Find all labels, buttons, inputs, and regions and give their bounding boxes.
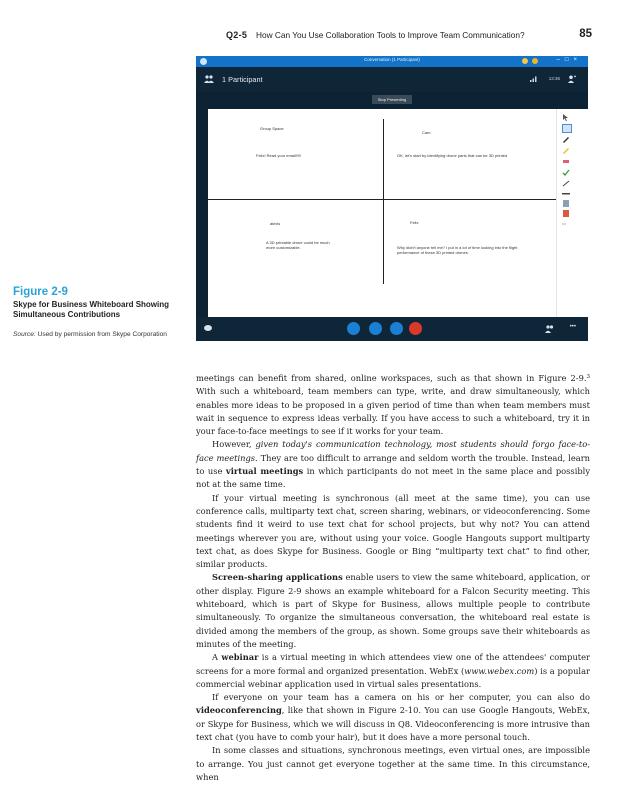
source-label: Source: <box>13 331 36 338</box>
window-title: Conversation (1 Participant) <box>364 57 420 62</box>
highlighter-icon <box>562 147 570 154</box>
key-term: Screen-sharing applications <box>212 572 343 583</box>
delete-icon <box>562 210 570 217</box>
add-participant-icon <box>568 75 576 83</box>
save-icon <box>562 200 570 207</box>
felix-note-1: Felix! Read your email!!!!! <box>256 153 302 158</box>
participants-icon <box>204 75 214 83</box>
paragraph: If your virtual meeting is synchronous (all meet at the same time), you can use conference calls, multiparty text chat, screen sharing, webinars, or videoconferencing. Some students find it weird to use text chat for school projects, but why not? You can attend meetings wherever you are, without using your voice. Google Hangouts support multiparty text chat, as does Skype for Business. Google or Bing “multiparty text chat” to find other, similar products. <box>196 492 590 570</box>
mute-button <box>369 322 382 335</box>
paragraph: Screen-sharing applications enable users to view the same whiteboard, application, or other display. Figure 2-9 shows an example whiteboard for a Falcon Security meeting. This whiteboard, which is part of Skype for Business, allows multiple people to contribute simultaneously. To organize the simultaneous conversation, the whiteboard real estate is divided among the members of the group, as shown. Some groups save their whiteboards as minutes of the meeting. <box>196 572 590 649</box>
present-button <box>390 322 403 335</box>
paragraph: meetings can benefit from shared, online workspaces, such as that shown in Figure 2-9.$^3$ With such a whiteboard, team members can type, write, and draw simultaneously, which enables more ideas to be proposed in a given period of time than when team members must wait in sequence to express ideas verbally. If you have access to such a whiteboard, try it in your face-to-face meetings to see if it works for your team. <box>196 373 590 437</box>
eraser-icon <box>562 158 570 165</box>
figure-source <box>13 331 183 340</box>
felix-label: Felix <box>410 220 419 225</box>
section-number: Q2-5 <box>226 30 248 40</box>
video-button <box>347 322 360 335</box>
check-icon <box>562 169 570 176</box>
more-options-icon: ••• <box>569 324 576 330</box>
figure-title: Skype for Business Whiteboard Showing Simultaneous Contributions <box>13 300 170 319</box>
pointer-icon <box>562 114 570 121</box>
participants-label: 1 Participant <box>222 75 263 84</box>
paragraph: In some classes and situations, synchronous meetings, even virtual ones, are impossible to arrange. You just cannot get everyone together at the same time. In this circumstance, when <box>196 745 590 782</box>
more-tools-icon: ••• <box>562 221 567 226</box>
participants-panel-icon <box>545 325 554 333</box>
alexis-note: A 3D printable drone could be much more customizable. <box>266 240 330 250</box>
arrow-icon <box>562 180 570 187</box>
url-text: www.webex.com <box>464 665 535 676</box>
cam-label: Cam <box>422 130 431 135</box>
window-controls: –□× <box>556 57 582 63</box>
alexis-label: alexis <box>270 221 281 226</box>
call-control-bar <box>196 317 588 341</box>
whiteboard <box>208 109 556 317</box>
paragraph: A webinar is a virtual meeting in which attendees view one of the attendees' computer screens for a more formal and organized presentation. WebEx (www.webex.com) is a popular commercial webinar application used in virtual sales presentations. <box>196 652 590 689</box>
key-term: videoconferencing <box>196 705 282 716</box>
call-timer: 13:36 <box>548 76 560 81</box>
status-icon <box>532 58 538 64</box>
pen-icon <box>562 136 570 143</box>
cam-note: OK, let's start by identifying drone parts that can be 3D printed <box>397 153 508 158</box>
end-call-button <box>409 322 422 335</box>
source-text: Used by permission from Skype Corporation <box>35 331 167 338</box>
signal-icon <box>530 76 538 82</box>
chat-icon <box>204 325 212 332</box>
body-text <box>196 372 590 784</box>
skype-screenshot <box>196 56 588 341</box>
window-title-bar <box>196 56 588 67</box>
figure-label: Figure 2-9 <box>13 286 68 298</box>
paragraph: If everyone on your team has a camera on his or her computer, you can also do videoconferencing, like that shown in Figure 2-10. You can use Google Hangouts, WebEx, or Skype for Business, which we will discuss in Q8. Videoconferencing is more intrusive than text chat (you have to comb your hair), but it does have a more personal touch. <box>196 692 590 743</box>
line-icon <box>562 190 570 197</box>
key-term: webinar <box>221 652 259 663</box>
footnote-ref: 3 <box>586 374 590 380</box>
stop-presenting-button: Stop Presenting <box>372 95 412 104</box>
page-number: 85 <box>579 28 592 40</box>
felix-note-2: Why didn't anyone tell me? I put in a lot of time looking into the flight performance of these 3D printed drones. <box>397 245 518 255</box>
section-title: How Can You Use Collaboration Tools to Improve Team Communication? <box>256 30 525 40</box>
paragraph: However, given today's communication technology, most students should forgo face-to-face meetings. They are too difficult to arrange and seldom worth the trouble. Instead, learn to use virtual meetings in which participants do not meet in the same place and possibly not at the same time. <box>196 439 591 490</box>
select-tool-icon <box>562 124 572 133</box>
divider-horizontal <box>208 199 556 200</box>
group-space-label: Group Space <box>260 126 284 131</box>
divider-vertical <box>383 119 384 284</box>
key-term: virtual meetings <box>225 466 304 477</box>
whiteboard-toolbar <box>556 109 589 317</box>
conversation-header <box>196 67 588 92</box>
running-head <box>226 30 592 44</box>
emoticon-icon <box>522 58 528 64</box>
